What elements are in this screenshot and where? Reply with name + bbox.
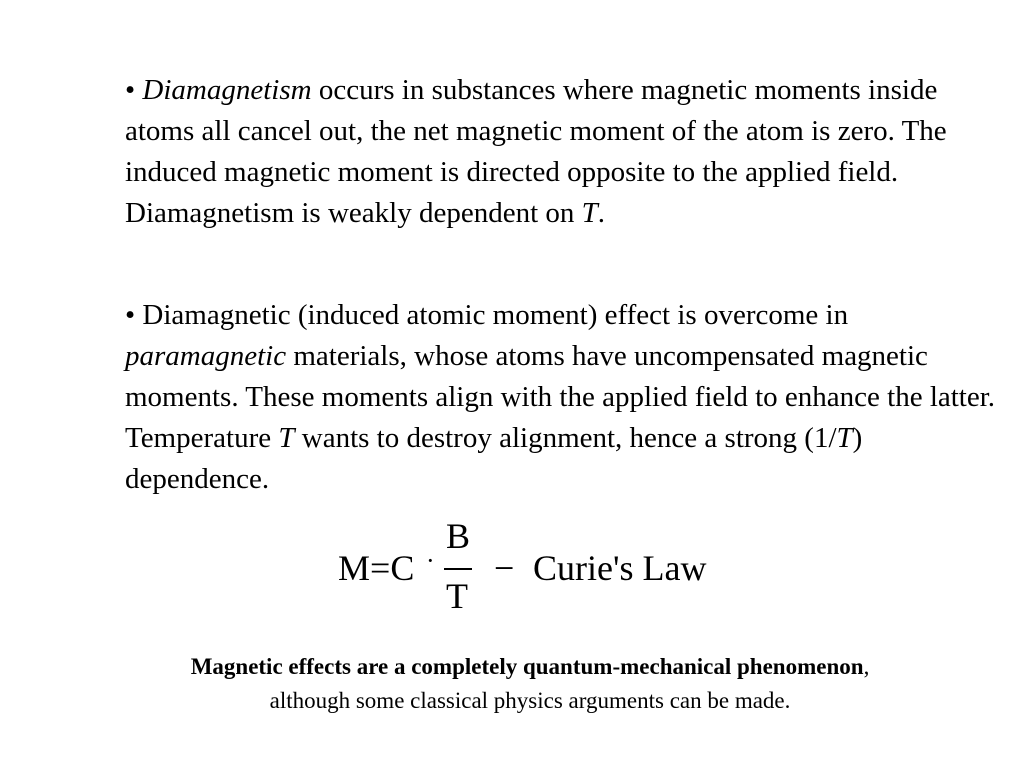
paragraph-text: . (597, 197, 606, 229)
temperature-variable: T (278, 422, 295, 454)
paramagnetic-term: paramagnetic (125, 340, 287, 372)
temperature-variable: T (581, 197, 598, 229)
paragraph-text: ) dependence. (125, 422, 863, 495)
note-comma: , (863, 654, 870, 679)
curie-law-formula (338, 516, 738, 620)
formula-label: Curie's Law (533, 548, 707, 588)
diamagnetism-paragraph (125, 70, 997, 234)
multiplication-dot: · (426, 546, 435, 575)
paragraph-text: materials, whose atoms have uncompensated magnetic moments. These moments align with the applied field to enhance the latter. Temperature (125, 340, 996, 454)
bullet-marker: • (125, 74, 143, 106)
paramagnetism-paragraph (125, 295, 997, 500)
paragraph-text: Diamagnetic (induced atomic moment) effect is overcome in (142, 299, 849, 331)
formula-minus: − (494, 548, 515, 588)
paragraph-text: occurs in substances where magnetic moments inside atoms all cancel out, the net magnetic moment of the atom is zero. The induced magnetic moment is directed opposite to the applied field. Diamagnetism is weakly dependent on (125, 74, 947, 229)
formula-numerator: B (446, 516, 471, 556)
formula-lhs: M=C (338, 548, 415, 588)
diamagnetism-term: Diamagnetism (142, 74, 312, 106)
formula-denominator: T (446, 576, 468, 616)
bullet-marker: • (125, 299, 143, 331)
note-second-line: although some classical physics arguments can be made. (269, 688, 791, 713)
temperature-variable: T (836, 422, 853, 454)
quantum-note (60, 650, 1000, 718)
note-bold-text: Magnetic effects are a completely quantum-mechanical phenomenon (190, 654, 864, 679)
paragraph-text: wants to destroy alignment, hence a strong (1/ (294, 422, 837, 454)
fraction-bar (444, 568, 472, 570)
